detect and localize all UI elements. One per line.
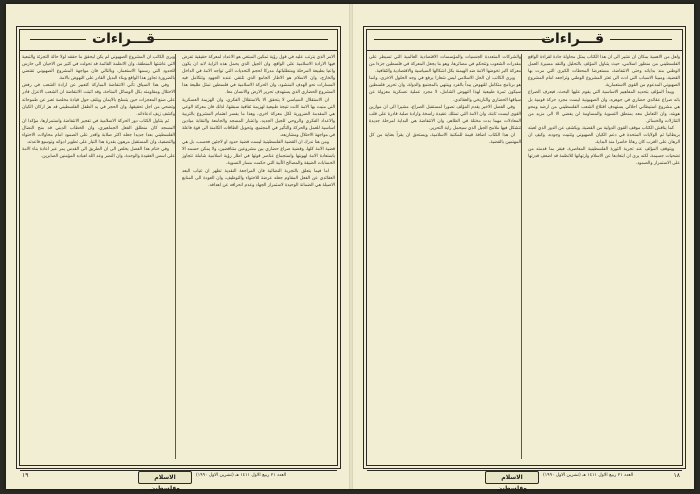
header-rule — [374, 39, 550, 40]
magazine-logo: الاسلام وفلسطين — [138, 471, 192, 484]
paragraph: ان الاستقلال السياسي لا يتحقق الا بالاستقلال الفكري، وان الهزيمة العسكرية التي منيت بها الامة كانت نتيجة طبيعية لهزيمة ثقافية سبقتها، لذلك فان معركة الوعي هي المقدمة الضرورية لكل معركة اخرى، وهذا ما يفسر اهتمام المشروع بالتربية والاعداد الفكري والروحي للجيل الجديد، واعتبار المسجد والجامعة والنقابة ميادين اساسية للعمل والحركة والتأثير في المجتمع، وتحويل الطاقات الكامنة الى قوة فاعلة في مواجهة الاحتلال ومشاريعه. — [182, 97, 335, 139]
paragraph: ان هذا الكتاب اضافة قيمة للمكتبة الاسلامية، ويستحق ان يقرأ بعناية من كل المهتمين بالقضية. — [369, 133, 521, 146]
paragraph: كما يناقش الكتاب موقف القوى الدولية من القضية، ويكشف عن الدور الذي لعبته بريطانيا ثم الولايات المتحدة في دعم الكيان الصهيوني وتثبيت وجوده، وكيف ان الرهان على الغرب كان رهانا خاسرا منذ البداية. — [528, 125, 680, 146]
issue-info: العدد ٢١ ربيع الاول ١٤١١ هـ (تشرين الاول ١٩٩٠) — [196, 473, 287, 478]
page-number: ١٩ — [22, 472, 29, 479]
paragraph: وفي هذا السياق تأتي الانتفاضة المباركة كتعبير عن ارادة الشعب في رفض الاحتلال ومقاومته بكل الوسائل المتاحة، وقد اثبتت الانتفاضة ان الشعب الاعزل قادر على صنع المعجزات حين يتسلح بالايمان ويلتف حول قيادة مخلصة تعبر عن طموحاته وتضحي من اجل تحقيقها، وان الحجر في يد الطفل الفلسطيني قد هز اركان الكيان وكشف زيف ادعاءاته. — [22, 83, 175, 117]
issue-info: العدد ٢١ ربيع الاول ١٤١١ هـ (تشرين الاول ١٩٩٠) — [543, 473, 634, 478]
paragraph: وفي ختام هذا الفصل يخلص الى ان الطريق الى القدس يمر عبر اعادة بناء الامة على اسس العقيدة والوحدة، وان النصر وعد الله لعباده المؤمنين الصابرين. — [22, 147, 175, 160]
text-column — [369, 54, 522, 459]
paragraph: ومن هنا ندرك ان القضية الفلسطينية ليست قضية حدود او لاجئين فحسب، بل هي قضية الامة كلها، وقضية صراع حضاري بين مشروعين متناقضين، ولا يمكن حسمه الا باستعادة الامة لهويتها واستجماع عناصر قوتها في اطار رؤية اسلامية شاملة تتجاوز الحسابات الضيقة والمصالح الآنية التي حكمت مسار التسوية. — [182, 140, 335, 167]
paragraph: اما فيما يتعلق بالتجربة النضالية فان المراجعة النقدية تظهر ان غياب البعد العقائدي عن الفعل المقاوم جعله عرضة للاحتواء والتوظيف، وان العودة الى المنابع الاصيلة هي الضمانة الوحيدة لاستمرار الجهاد وعدم انحرافه عن اهدافه. — [182, 168, 335, 188]
right-page — [353, 4, 694, 492]
page-number: ١٨ — [673, 472, 680, 479]
section-header — [367, 30, 682, 51]
section-title: قـــراءات — [540, 31, 604, 47]
paragraph: الامر الذي يترتب عليه في قول رؤية تمكين المبتغي هو الاعداد لمعركة حقيقية تفرض فيها الارادة الاسلامية على الواقع، وان الجيل الذي يحمل هذه الراية لابد ان يكون واعيا بطبيعة المرحلة ومتطلباتها، مدركا لحجم التحديات التي تواجه الامة في الداخل والخارج، وان الاسلام هو الاطار الجامع الذي تلتقي عنده الجهود وتتكامل فيه المسارات نحو الهدف المنشود، وان الحركة الاسلامية في فلسطين تمثل طليعة هذا المشروع الحضاري الذي يستهدف تحرير الارض والانسان معا. — [182, 55, 335, 96]
section-title: قـــراءات — [92, 31, 156, 47]
page-footer — [20, 470, 337, 492]
paragraph: ويبدأ المؤلف بتحديد المفاهيم الاساسية التي يقوم عليها البحث، فيعرف الصراع بانه صراع عقائدي حضاري في جوهره، وان الصهيونية ليست مجرد حركة قومية بل هي مشروع استيطاني احلالي يستهدف اقتلاع الشعب الفلسطيني من ارضه ومحو هويته، وان التعامل معه بمنطق التسوية والمساومة لن يفضي الا الى مزيد من التنازلات والخسائر. — [528, 90, 680, 124]
text-columns — [22, 54, 335, 459]
left-page — [6, 4, 349, 492]
header-rule — [610, 39, 672, 40]
text-column — [22, 54, 176, 459]
paragraph: والشركات المتعددة الجنسيات والمؤسسات الاقتصادية العالمية التي تسيطر على مقدرات الشعوب وتتحكم في مصائرها، وهو ما يجعل المعركة في فلسطين جزءا من معركة اكبر تخوضها الامة ضد الهيمنة بكل اشكالها السياسية والاقتصادية والثقافية. — [369, 55, 521, 75]
paragraph: ويرى الكاتب ان المشروع الصهيوني لم يكن ليحقق ما حققه لولا حالة التجزئة والتبعية التي عاشتها المنطقة، وان الانظمة القائمة قد تحولت في كثير من الاحيان الى حارس للحدود التي رسمها الاستعمار، وبالتالي فان مواجهة المشروع الصهيوني تقتضي بالضرورة تجاوز هذا الواقع وبناء البديل القادر على النهوض بالامة. — [22, 55, 175, 82]
paragraph: ثم يتناول الكتاب دور الحركة الاسلامية في تفجير الانتفاضة واستمرارها، مؤكدا ان المسجد كان منطلق الفعل الجماهيري، وان الخطاب الديني قد منح النضال الفلسطيني بعدا جديدا جعله اكثر صلابة واقدر على الصمود امام محاولات الاحتواء والتصفية، وان المستقبل مرهون بقدرة هذا التيار على تطوير ادواته وتوسيع قاعدته. — [22, 118, 175, 146]
section-header — [20, 30, 337, 51]
page-footer — [367, 470, 682, 492]
text-column — [182, 54, 335, 459]
paragraph: ولعل من الاهمية بمكان ان نشير الى ان هذا الكتاب يمثل محاولة جادة لقراءة الواقع الفلسطيني من منظور اسلامي، حيث يتناول المؤلف بالتحليل والنقد مسيرة العمل الوطني منذ بداياته وحتى الانتفاضة، مستعرضا المحطات الكبرى التي مرت بها القضية، ومبينا الاسباب التي ادت الى تعثر المشروع الوطني وتراجعه امام المشروع الصهيوني المدعوم من القوى الاستعمارية. — [528, 55, 680, 89]
text-columns — [369, 54, 680, 459]
paragraph: ويرى الكاتب ان الحل الاسلامي ليس شعارا يرفع في وجه الحلول الاخرى، وانما هو برنامج متكامل للنهوض يبدأ بالفرد وينتهي بالمجتمع والدولة، وان تحرير فلسطين سيكون ثمرة طبيعية لهذا النهوض الشامل، لا مجرد عملية عسكرية معزولة عن سياقها الحضاري والتاريخي والعقائدي. — [369, 76, 521, 103]
paragraph: ويتوقف المؤلف عند تجربة الثورة الفلسطينية المعاصرة، فيقر بما قدمته من تضحيات جسيمة، لكنه يرى ان ابتعادها عن الاسلام وارتهانها للانظمة قد اضعف قدرتها على الاستمرار والصمود. — [528, 147, 680, 167]
header-rule — [30, 39, 86, 40]
magazine-spread — [6, 4, 694, 492]
magazine-logo: الاسلام وفلسطين — [485, 471, 539, 484]
paragraph: وفي الفصل الاخير يقدم المؤلف تصورا لمستقبل الصراع، مشيرا الى ان موازين القوى ليست ثابتة، وان الامة التي تمتلك عقيدة راسخة وارادة صلبة قادرة على قلب المعادلات مهما بدت مختلة في الظاهر، وان الانتفاضة هي البداية لمرحلة جديدة تتشكل فيها ملامح الجيل الذي سيحمل راية التحرير. — [369, 104, 521, 131]
header-rule — [148, 39, 328, 40]
text-column — [528, 54, 680, 459]
